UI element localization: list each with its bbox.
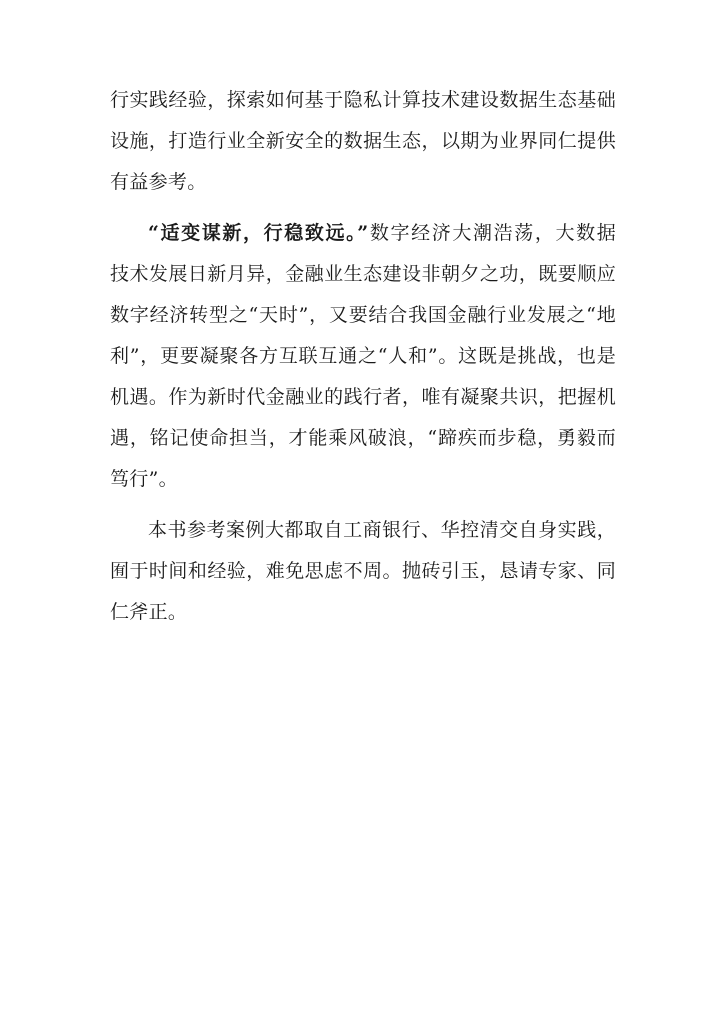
text-line: 数字经济转型之“天时”，又要结合我国金融行业发展之“地: [110, 304, 616, 326]
text-line: 本书参考案例大都取自工商银行、华控清交自身实践，: [148, 519, 616, 541]
paragraph-2: [110, 213, 616, 500]
document-page: [110, 80, 616, 633]
paragraph-gap: [110, 203, 616, 213]
text-line: 机遇。作为新时代金融业的践行者，唯有凝聚共识，把握机: [110, 386, 616, 408]
paragraph-gap: [110, 500, 616, 510]
text-line: 遇，铭记使命担当，才能乘风破浪，“蹄疾而步稳，勇毅而: [110, 427, 616, 449]
text-line: 技术发展日新月异，金融业生态建设非朝夕之功，既要顺应: [110, 263, 616, 285]
text-segment: 数字经济大潮浩荡，大数据: [368, 222, 616, 244]
text-line: 仁斧正。: [110, 601, 188, 623]
paragraph-1: [110, 80, 616, 203]
text-line: 囿于时间和经验，难免思虑不周。抛砖引玉，恳请专家、同: [110, 560, 616, 582]
text-line: 设施，打造行业全新安全的数据生态，以期为业界同仁提供: [110, 130, 616, 152]
text-line: 利”，更要凝聚各方互联互通之“人和”。这既是挑战，也是: [110, 345, 616, 367]
text-line: 有益参考。: [110, 171, 207, 193]
paragraph-3: [110, 510, 616, 633]
bold-lead-phrase: “适变谋新，行稳致远。”: [148, 222, 369, 244]
text-line: 行实践经验，探索如何基于隐私计算技术建设数据生态基础: [110, 89, 616, 111]
text-line: [110, 213, 616, 254]
text-line: 笃行”。: [110, 468, 178, 490]
